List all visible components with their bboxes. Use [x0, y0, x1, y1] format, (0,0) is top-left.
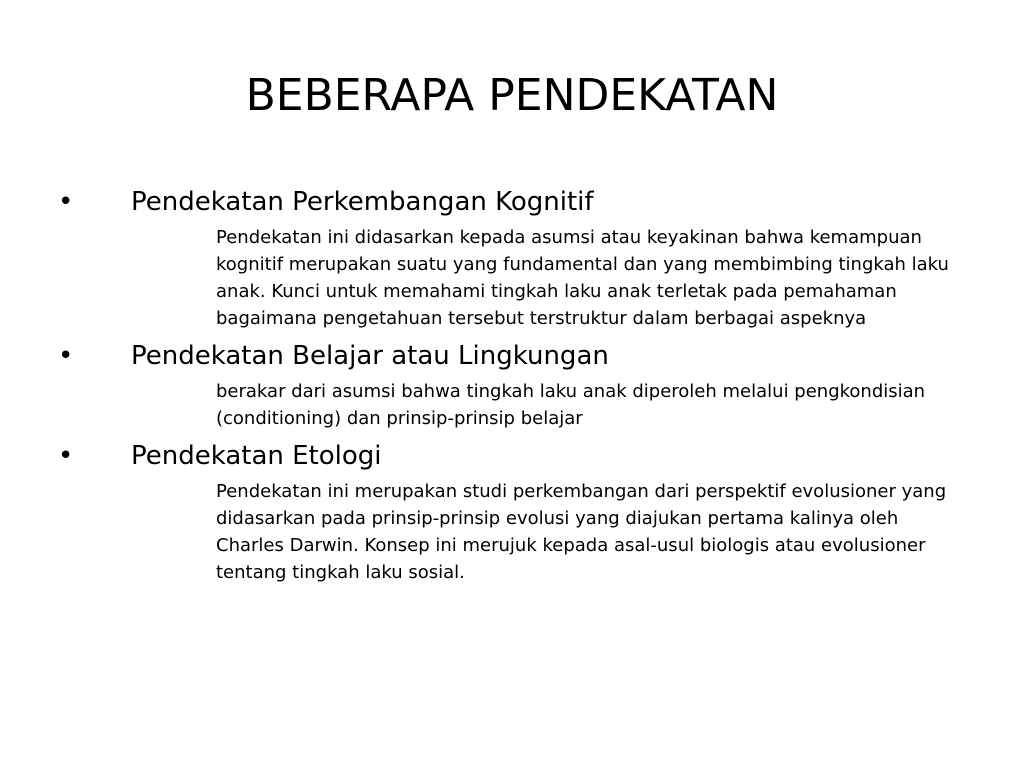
bullet-heading: Pendekatan Belajar atau Lingkungan	[131, 341, 609, 371]
bullet-description: Pendekatan ini didasarkan kepada asumsi atau keyakinan bahwa kemampuan kognitif merupakan suatu yang fundamental dan yang membimbing tingkah laku anak. Kunci untuk memahami tingkah laku anak terletak pada pemahaman bagaimana pengetahuan tersebut terstruktur dalam berbagai aspeknya	[216, 227, 949, 329]
bullet-heading-row	[58, 334, 968, 378]
bullet-point-cognitive	[58, 180, 968, 332]
bullet-heading: Pendekatan Perkembangan Kognitif	[131, 187, 594, 217]
bullet-point-learning	[58, 334, 968, 432]
bullet-icon: •	[58, 441, 74, 471]
bullet-icon: •	[58, 187, 74, 217]
slide-title: BEBERAPA PENDEKATAN	[245, 70, 779, 121]
slide-content	[58, 180, 968, 588]
bullet-point-ethology	[58, 434, 968, 586]
bullet-icon: •	[58, 341, 74, 371]
bullet-description: Pendekatan ini merupakan studi perkembangan dari perspektif evolusioner yang didasarkan pada prinsip-prinsip evolusi yang diajukan pertama kalinya oleh Charles Darwin. Konsep ini merujuk kepada asal-usul biologis atau evolusioner tentang tingkah laku sosial.	[216, 481, 947, 583]
bullet-heading-row	[58, 434, 968, 478]
bullet-heading-row	[58, 180, 968, 224]
bullet-description: berakar dari asumsi bahwa tingkah laku anak diperoleh melalui pengkondisian (conditioning) dan prinsip-prinsip belajar	[216, 381, 926, 429]
bullet-heading: Pendekatan Etologi	[131, 441, 382, 471]
